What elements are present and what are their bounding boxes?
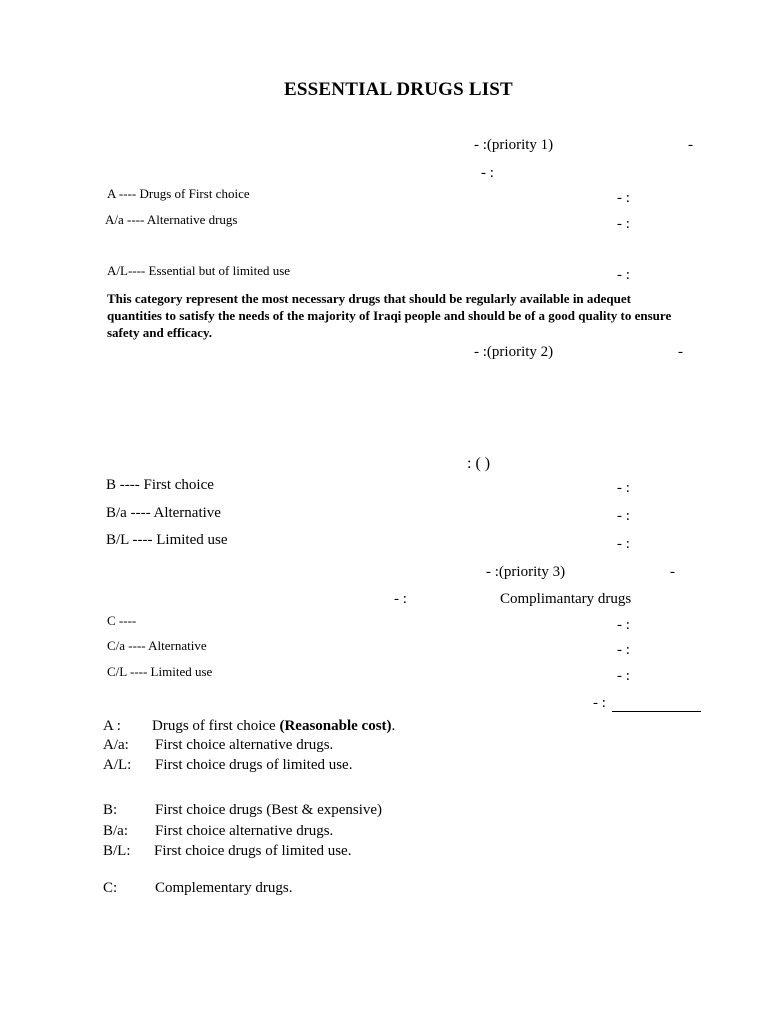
legend-ba-text: First choice alternative drugs.	[155, 823, 334, 839]
legend-a-end: .	[391, 718, 396, 734]
priority-1-row-al: A/L---- Essential but of limited use	[107, 263, 291, 278]
priority-2-row-b-marker: - :	[617, 480, 630, 496]
priority-1-row-a-marker: - :	[617, 190, 630, 206]
priority-3-comp-marker: - :	[394, 591, 407, 607]
priority-1-description: This category represent the most necessary drugs that should be regularly available in adequet quantities to satisfy the needs of the majority of Iraqi people and should be of a good quality to ensure safety and efficacy.	[107, 291, 672, 340]
legend-underline	[612, 711, 701, 712]
priority-3-row-c-marker: - :	[617, 617, 630, 633]
legend-bl-code: B/L:	[103, 843, 131, 859]
priority-2-row-ba: B/a ---- Alternative	[106, 505, 221, 521]
priority-2-row-b: B ---- First choice	[106, 477, 214, 493]
legend-al-code: A/L:	[103, 757, 132, 773]
legend-aa-code: A/a:	[103, 737, 129, 753]
legend-a-text	[152, 719, 395, 734]
priority-1-row-al-marker: - :	[617, 267, 630, 283]
priority-1-label	[474, 138, 553, 153]
legend-a-desc: Drugs of first choice	[152, 718, 280, 734]
priority-1-sub-marker: - :	[481, 165, 494, 181]
legend-b-text: First choice drugs (Best & expensive)	[155, 802, 383, 818]
priority-1-row-a: A ---- Drugs of First choice	[107, 186, 250, 201]
priority-2-row-ba-marker: - :	[617, 508, 630, 524]
priority-2-paren-marker: : ( )	[467, 455, 491, 472]
priority-3-row-ca-marker: - :	[617, 642, 630, 658]
legend-c-text: Complementary drugs.	[155, 880, 293, 896]
priority-1-dash: -	[688, 137, 693, 153]
priority-1-label-text: - :(priority 1)	[474, 137, 554, 153]
priority-3-label: - :(priority 3)	[486, 564, 566, 580]
legend-a-code: A :	[103, 718, 121, 734]
legend-a-bold: (Reasonable cost)	[279, 718, 392, 734]
priority-2-row-bl-marker: - :	[617, 536, 630, 552]
legend-bl-text: First choice drugs of limited use.	[154, 843, 352, 859]
legend-al-text: First choice drugs of limited use.	[155, 757, 353, 773]
priority-3-row-ca: C/a ---- Alternative	[107, 638, 207, 653]
priority-2-label: - :(priority 2)	[474, 344, 554, 360]
priority-3-row-cl-marker: - :	[617, 668, 630, 684]
page-title: ESSENTIAL DRUGS LIST	[284, 79, 513, 100]
priority-3-dash: -	[670, 564, 675, 580]
priority-1-row-aa: A/a ---- Alternative drugs	[105, 212, 238, 227]
legend-c-code: C:	[103, 880, 118, 896]
legend-b-code: B:	[103, 802, 118, 818]
priority-3-comp-label: Complimantary drugs	[500, 591, 632, 607]
legend-aa-text: First choice alternative drugs.	[155, 737, 334, 753]
priority-3-row-cl: C/L ---- Limited use	[107, 664, 213, 679]
priority-3-row-c: C ----	[107, 613, 137, 628]
priority-2-dash: -	[678, 344, 683, 360]
priority-2-row-bl: B/L ---- Limited use	[106, 532, 228, 548]
legend-marker: - :	[593, 695, 606, 711]
legend-ba-code: B/a:	[103, 823, 128, 839]
priority-1-row-aa-marker: - :	[617, 216, 630, 232]
